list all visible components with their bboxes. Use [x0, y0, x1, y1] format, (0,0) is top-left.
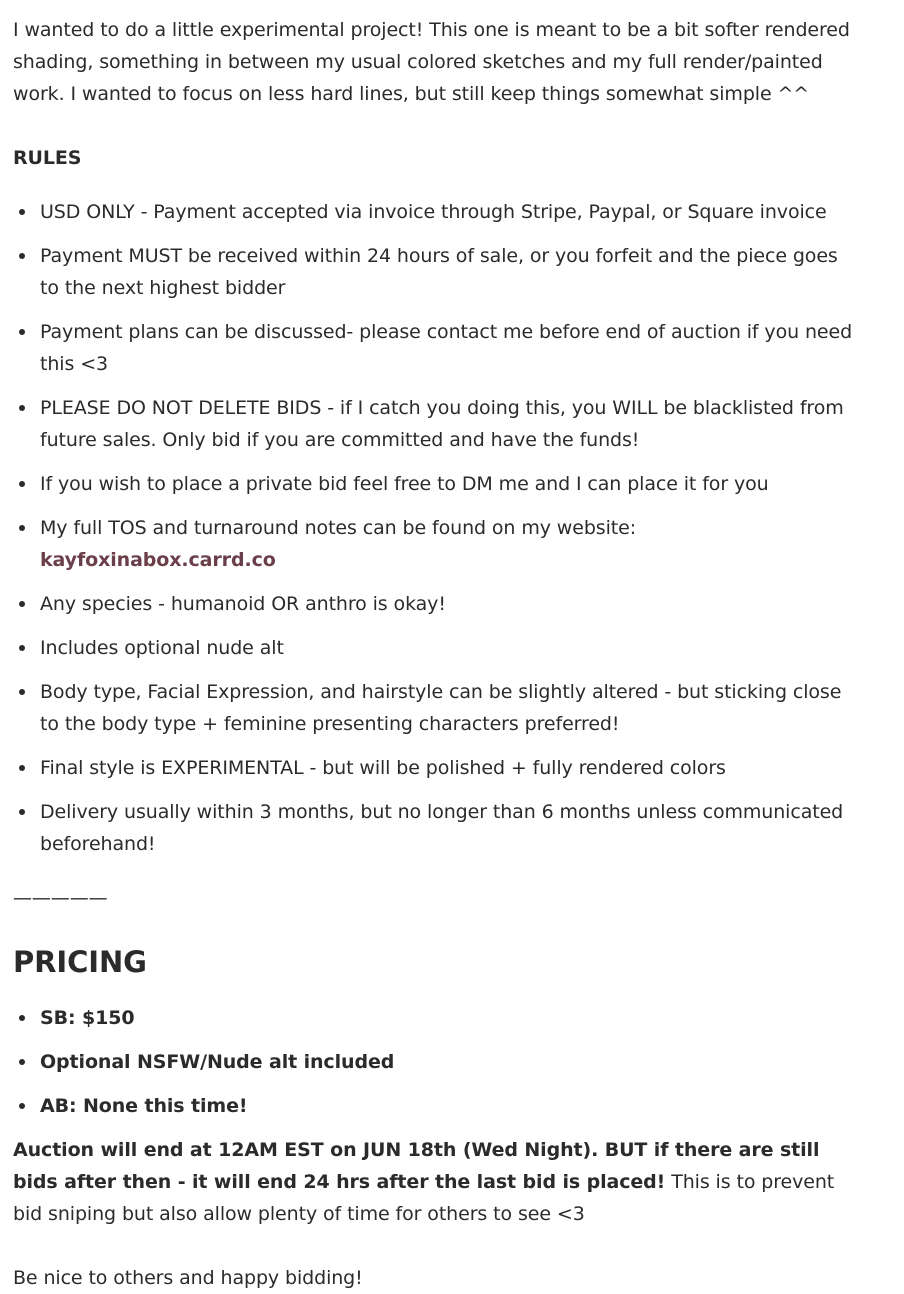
post-body	[13, 14, 853, 1294]
rule-text: Payment plans can be discussed- please contact me before end of auction if you need this <3	[40, 321, 853, 375]
website-link[interactable]: kayfoxinabox.carrd.co	[40, 549, 276, 571]
divider: —————	[13, 887, 108, 909]
auction-normal-text: This is to prevent bid sniping but also allow plenty of time for others to see <3	[13, 1171, 835, 1225]
pricing-text: Optional NSFW/Nude alt included	[40, 1051, 395, 1073]
bullet-icon	[19, 765, 25, 771]
rule-text: Any species - humanoid OR anthro is okay!	[40, 593, 446, 615]
auction-paragraph	[13, 1134, 853, 1230]
bullet-icon	[19, 405, 25, 411]
bullet-icon	[19, 209, 25, 215]
bullet-icon	[19, 481, 25, 487]
rule-item-tos	[13, 512, 853, 576]
intro-paragraph: I wanted to do a little experimental project! This one is meant to be a bit softer rendered shading, something in between my usual colored sketches and my full render/painted work. I wanted to focus on less hard lines, but still keep things somewhat simple ^^	[13, 19, 850, 105]
bullet-icon	[19, 253, 25, 259]
auction-bold-text: Auction will end at 12AM EST on JUN 18th (Wed Night). BUT if there are still bids after then - it will end 24 hrs after the last bid is placed!	[13, 1139, 820, 1193]
rule-item	[13, 796, 853, 860]
rule-text: USD ONLY - Payment accepted via invoice through Stripe, Paypal, or Square invoice	[40, 201, 827, 223]
rule-text: Final style is EXPERIMENTAL - but will be polished + fully rendered colors	[40, 757, 726, 779]
rule-text: Body type, Facial Expression, and hairstyle can be slightly altered - but sticking close to the body type + feminine presenting characters preferred!	[40, 681, 842, 735]
rule-item	[13, 468, 853, 500]
rules-heading: RULES	[13, 147, 82, 169]
rule-text: If you wish to place a private bid feel free to DM me and I can place it for you	[40, 473, 769, 495]
pricing-text: AB: None this time!	[40, 1095, 248, 1117]
rule-text: Payment MUST be received within 24 hours of sale, or you forfeit and the piece goes to the next highest bidder	[40, 245, 838, 299]
pricing-item	[13, 1002, 853, 1034]
pricing-item	[13, 1046, 853, 1078]
rule-text: Includes optional nude alt	[40, 637, 284, 659]
rule-text: Delivery usually within 3 months, but no longer than 6 months unless communicated beforehand!	[40, 801, 844, 855]
pricing-list	[13, 1002, 853, 1122]
rule-item	[13, 316, 853, 380]
rule-item	[13, 392, 853, 456]
bullet-icon	[19, 525, 25, 531]
bullet-icon	[19, 1103, 25, 1109]
bullet-icon	[19, 645, 25, 651]
rule-item	[13, 632, 853, 664]
rule-text: PLEASE DO NOT DELETE BIDS - if I catch you doing this, you WILL be blacklisted from future sales. Only bid if you are committed and have the funds!	[40, 397, 844, 451]
bullet-icon	[19, 1015, 25, 1021]
rule-item	[13, 240, 853, 304]
rule-text: My full TOS and turnaround notes can be found on my website:	[40, 517, 637, 539]
rules-list	[13, 196, 853, 860]
closing-line: Be nice to others and happy bidding!	[13, 1267, 363, 1289]
pricing-item	[13, 1090, 853, 1122]
rule-item	[13, 196, 853, 228]
rule-item	[13, 676, 853, 740]
rule-item	[13, 752, 853, 784]
bullet-icon	[19, 689, 25, 695]
rule-item	[13, 588, 853, 620]
pricing-text: SB: $150	[40, 1007, 135, 1029]
bullet-icon	[19, 1059, 25, 1065]
bullet-icon	[19, 601, 25, 607]
bullet-icon	[19, 809, 25, 815]
pricing-heading: PRICING	[13, 945, 147, 979]
bullet-icon	[19, 329, 25, 335]
